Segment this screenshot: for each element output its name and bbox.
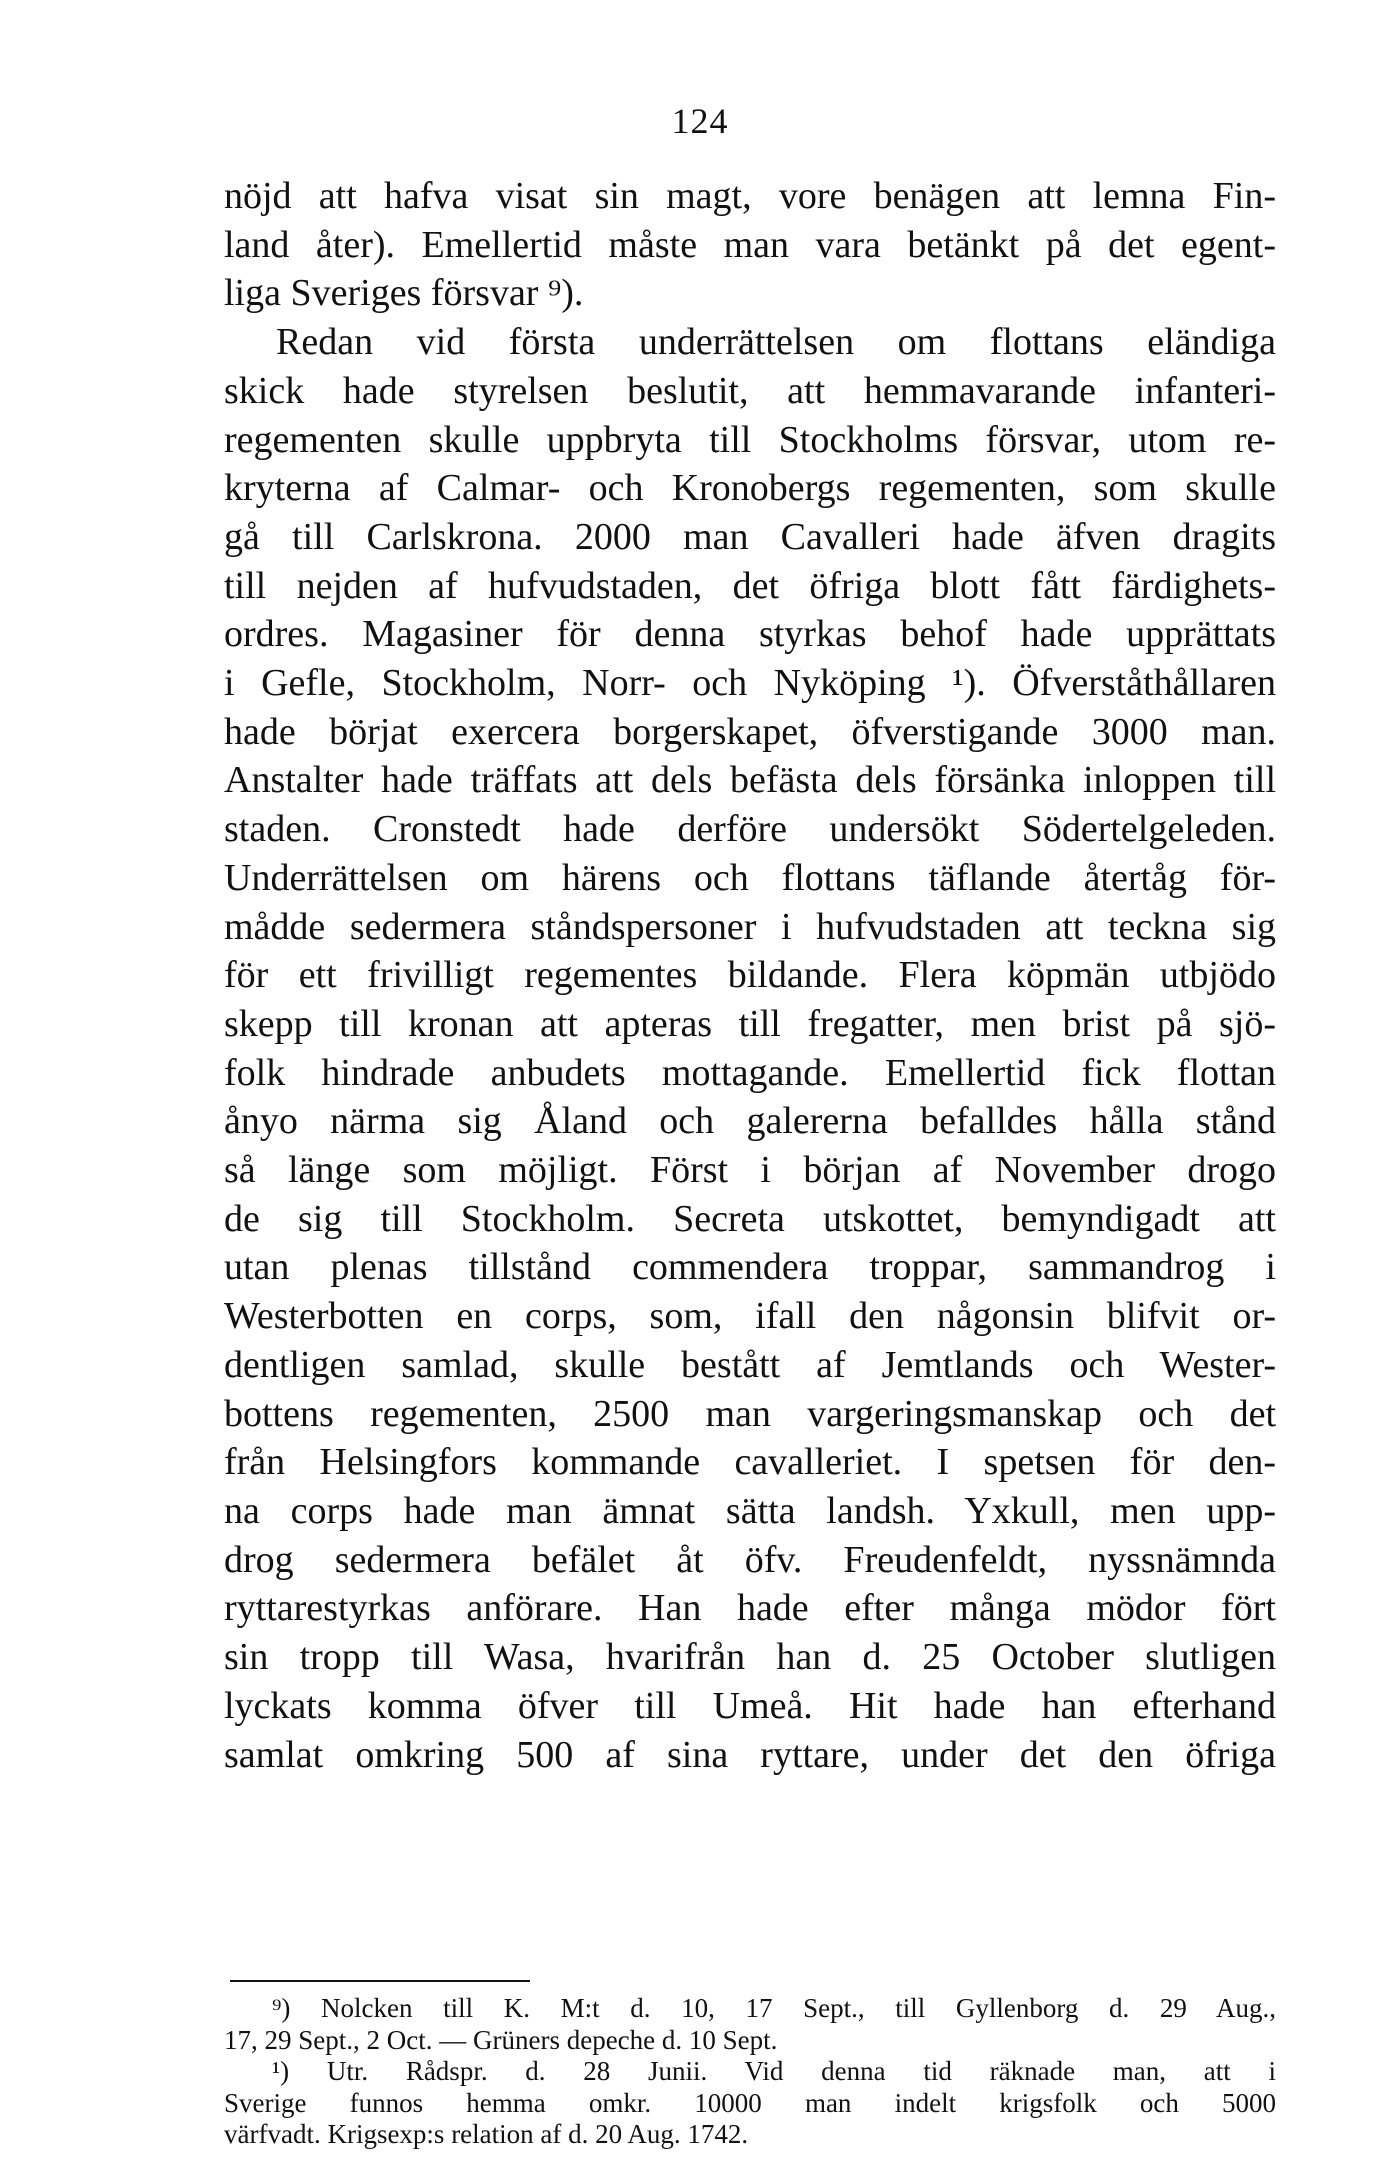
body-text <box>224 172 1276 1779</box>
footnotes <box>224 1993 1276 2151</box>
text-line: från Helsingfors kommande cavalleriet. I spetsen för den- <box>224 1441 1276 1484</box>
text-line: i Gefle, Stockholm, Norr- och Nyköping ¹). Öfverståthållaren <box>224 662 1276 705</box>
text-line: land åter). Emellertid måste man vara betänkt på det egent- <box>224 223 1276 266</box>
page-number: 124 <box>671 101 729 141</box>
footnote-line: ⁹) Nolcken till K. M:t d. 10, 17 Sept., till Gyllenborg d. 29 Aug., <box>272 1993 1276 2023</box>
footnote-line: 17, 29 Sept., 2 Oct. — Grüners depeche d. 10 Sept. <box>224 2024 778 2055</box>
text-line: gå till Carlskrona. 2000 man Cavalleri hade äfven dragits <box>224 515 1276 558</box>
footnote-divider <box>230 1980 530 1982</box>
text-line: utan plenas tillstånd commendera troppar, sammandrog i <box>224 1246 1276 1289</box>
text-line: folk hindrade anbudets mottagande. Emellertid fick flottan <box>224 1051 1276 1094</box>
text-line: ånyo närma sig Åland och galererna befalldes hålla stånd <box>224 1100 1276 1143</box>
text-line: till nejden af hufvudstaden, det öfriga blott fått färdighets- <box>224 564 1276 607</box>
footnote-line: värfvadt. Krigsexp:s relation af d. 20 Aug. 1742. <box>224 2119 749 2149</box>
text-line: samlat omkring 500 af sina ryttare, under det den öfriga <box>224 1733 1276 1776</box>
footnote-line: Sverige funnos hemma omkr. 10000 man indelt krigsfolk och 5000 <box>224 2087 1276 2118</box>
text-line: sin tropp till Wasa, hvarifrån han d. 25 October slutligen <box>224 1636 1276 1679</box>
text-line: drog sedermera befälet åt öfv. Freudenfeldt, nyssnämnda <box>224 1538 1276 1581</box>
text-line: skepp till kronan att apteras till fregatter, men brist på sjö- <box>224 1002 1276 1045</box>
text-line: dentligen samlad, skulle bestått af Jemtlands och Wester- <box>224 1343 1276 1386</box>
text-line: nöjd att hafva visat sin magt, vore benägen att lemna Fin- <box>224 175 1276 217</box>
text-line: staden. Cronstedt hade derföre undersökt Södertelgeleden. <box>224 808 1276 851</box>
text-line: för ett frivilligt regementes bildande. Flera köpmän utbjödo <box>224 954 1276 997</box>
text-line: ryttarestyrkas anförare. Han hade efter många mödor fört <box>224 1587 1276 1630</box>
text-line: na corps hade man ämnat sätta landsh. Yxkull, men upp- <box>224 1489 1276 1532</box>
text-line: Anstalter hade träffats att dels befästa dels försänka inloppen till <box>224 759 1276 802</box>
text-line: liga Sveriges försvar ⁹). <box>224 272 584 315</box>
text-line: kryterna af Calmar- och Kronobergs regementen, som skulle <box>224 467 1276 510</box>
text-line: regementen skulle uppbryta till Stockholms försvar, utom re- <box>224 418 1276 461</box>
text-line: Underrättelsen om härens och flottans täflande återtåg för- <box>224 856 1276 899</box>
text-line: bottens regementen, 2500 man vargeringsmanskap och det <box>224 1392 1276 1435</box>
footnote-line: ¹) Utr. Rådspr. d. 28 Junii. Vid denna tid räknade man, att i <box>272 2056 1276 2086</box>
text-line: de sig till Stockholm. Secreta utskottet, bemyndigadt att <box>224 1197 1276 1240</box>
text-line: ordres. Magasiner för denna styrkas behof hade upprättats <box>224 613 1276 656</box>
text-line: hade börjat exercera borgerskapet, öfverstigande 3000 man. <box>224 710 1276 753</box>
text-line: mådde sedermera ståndspersoner i hufvudstaden att teckna sig <box>224 905 1276 948</box>
text-line: så länge som möjligt. Först i början af November drogo <box>224 1149 1276 1192</box>
paragraph-first-line: Redan vid första underrättelsen om flottans eländiga <box>276 321 1276 364</box>
text-line: lyckats komma öfver till Umeå. Hit hade han efterhand <box>224 1684 1276 1727</box>
text-line: skick hade styrelsen beslutit, att hemmavarande infanteri- <box>224 369 1276 412</box>
text-line: Westerbotten en corps, som, ifall den någonsin blifvit or- <box>224 1295 1276 1338</box>
